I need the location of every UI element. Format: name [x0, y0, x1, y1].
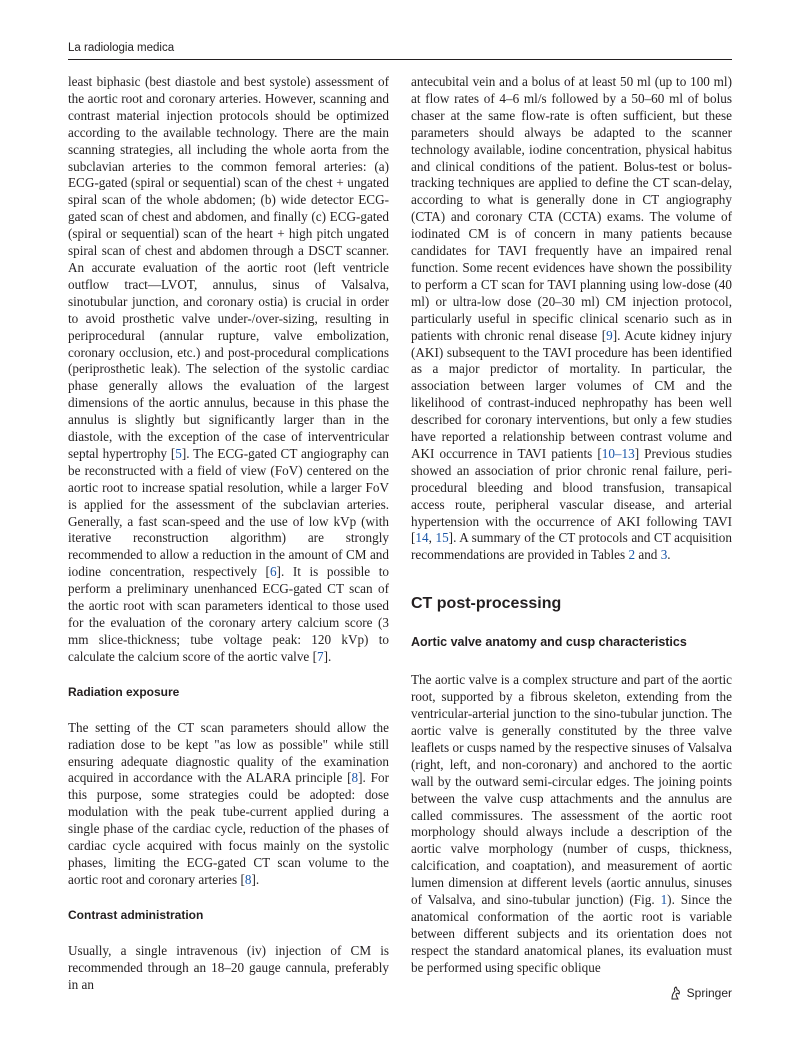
citation-link[interactable]: 10–13	[601, 445, 635, 461]
figure-link[interactable]: 1	[660, 892, 668, 908]
citation-link[interactable]: 5	[175, 445, 182, 461]
citation-link[interactable]: 6	[269, 564, 277, 580]
citation-link[interactable]: 7	[316, 648, 324, 664]
publisher-name: Springer	[686, 986, 732, 1000]
heading-ct-post-processing: CT post-processing	[411, 595, 562, 613]
citation-link[interactable]: 9	[606, 327, 613, 343]
right-column	[411, 74, 732, 977]
paragraph-aortic-valve: The aortic valve is a complex structure and part of the aortic root, supported by a fibrous skeleton, extending from the ventricular-arterial junction to the sino-tubular junction. The aortic valve is generally constituted by the three valve leaflets or cusps named by the respective sinuses of Valsalva (right, left, and non-coronary) and anchored to the aortic wall by the outward semi-circular edges. The joining points between the valve cusp attachments and the annulus are called commissures. The assessment of the aortic root morphology should always include a description of the aortic valve morphology (number of cusps, thickness, calcification, and coaptation), and measurement of aortic lumen dimension at different levels (aortic annulus, sinuses of Valsalva, and sino-tubular junction) (Fig. 1). Since the anatomical conformation of the aortic root is variable between different subjects and its orientation does not respect the standard anatomical planes, its evaluation must be performed using specific oblique	[411, 672, 732, 975]
journal-name: La radiologia medica	[68, 42, 175, 54]
header-rule	[68, 59, 732, 60]
running-header	[68, 38, 732, 58]
springer-horse-icon	[669, 986, 682, 1000]
heading-aortic-valve-anatomy: Aortic valve anatomy and cusp characteristics	[411, 635, 687, 650]
paragraph-contrast: Usually, a single intravenous (iv) injection of CM is recommended through an 18–20 gauge cannula, preferably in an	[68, 942, 389, 992]
footer	[669, 986, 732, 1000]
citation-link[interactable]: 8	[351, 770, 359, 786]
heading-contrast-administration: Contrast administration	[68, 907, 204, 922]
paragraph-scanning: least biphasic (best diastole and best systole) assessment of the aortic root and coronary arteries. However, scanning and contrast material injection protocols should be optimized according to the available technology. There are the main scanning strategies, all including the whole aorta from the subclavian arteries to the common femoral arteries: (a) ECG-gated (spiral or sequential) scan of the chest + ungated spiral scan of the whole abdomen; (b) wide detector ECG-gated scan of chest and abdomen, and finally (c) ECG-gated (spiral or sequential) scan of the heart + high pitch ungated spiral scan of chest and abdomen through a DSCT scanner. An accurate evaluation of the aortic root (left ventricle outflow tract—LVOT, annulus, sinus of Valsalva, sinotubular junction, and coronary ostia) is crucial in order to avoid prosthetic valve under-/over-sizing, resulting in periprocedural (annular rupture, valve embolization, coronary occlusion, etc.) and post-procedural complications (periprosthetic leak). The selection of the systolic cardiac phase generally allows the evaluation of the largest dimensions of the aortic annulus, because in this phase the annulus is slightly but significantly larger than in the diastole, with the exception of the case of interventricular septal hypertrophy [5]. The ECG-gated CT angiography can be reconstructed with a field of view (FoV) centered on the aortic root to increase spatial resolution, while a larger FoV is applied for the assessment of the subclavian arteries. Generally, a fast scan-speed and the use of low kVp (with iterative reconstruction algorithm) are strongly recommended to allow a reduction in the amount of CM and iodine concentration, respectively [6]. It is possible to perform a preliminary unenhanced ECG-gated CT scan of the aortic root with scan parameters identical to those used for the evaluation of the coronary artery calcium score (3 mm slice-thickness; tube voltage peak: 120 kVp) to calculate the calcium score of the aortic valve [7].	[68, 74, 389, 664]
citation-link[interactable]: 15	[435, 530, 449, 546]
heading-radiation-exposure: Radiation exposure	[68, 684, 180, 699]
paragraph-contrast-continued: antecubital vein and a bolus of at least 50 ml (up to 100 ml) at flow rates of 4–6 ml/s followed by a 50–60 ml of bolus chaser at the same flow-rate is often sufficient, but these parameters should always be adapted to the scanner technology available, iodine concentration, physical habitus and clinical conditions of the patient. Bolus-test or bolus-tracking techniques are applied to define the CT scan-delay, according to what is generally done in CT angiography (CTA) and coronary CTA (CCTA) exams. The volume of iodinated CM is of concern in many patients because candidates for TAVI frequently have an impaired renal function. Some recent evidences have shown the possibility to perform a CT scan for TAVI planning using low-dose (40 ml) or ultra-low dose (20–30 ml) CM injection protocol, particularly useful in specific clinical scenario such as in patients with chronic renal disease [9]. Acute kidney injury (AKI) subsequent to the TAVI procedure has been identified as a major predictor of mortality. In particular, the association between larger volumes of CM and the likelihood of contrast-induced nephropathy has been well described for coronary interventions, but only a few studies have reported a relationship between contrast volume and AKI occurrence in TAVI patients [10–13] Previous studies showed an association of prior chronic renal failure, peri-procedural bleeding and blood transfusion, transapical access route, peripheral vascular disease, and arterial hypertension with the occurrence of AKI following TAVI [14, 15]. A summary of the CT protocols and CT acquisition recommendations are provided in Tables 2 and 3.	[411, 74, 732, 563]
paragraph-radiation: The setting of the CT scan parameters should allow the radiation dose to be kept "as low as possible" while still ensuring adequate diagnostic quality of the examination acquired in accordance with the ALARA principle [8]. For this purpose, some strategies could be adopted: dose modulation with the peak tube-current applied during a single phase of the cardiac cycle, reduction of the phases of cardiac cycle acquired with focus mainly on the systolic phases, limiting the ECG-gated CT scan volume to the aortic root and coronary arteries [8].	[68, 719, 389, 887]
left-column	[68, 74, 389, 994]
table-link[interactable]: 2	[628, 547, 636, 563]
citation-link[interactable]: 14	[415, 530, 429, 546]
citation-link[interactable]: 8	[244, 871, 252, 887]
table-link[interactable]: 3	[660, 547, 668, 563]
